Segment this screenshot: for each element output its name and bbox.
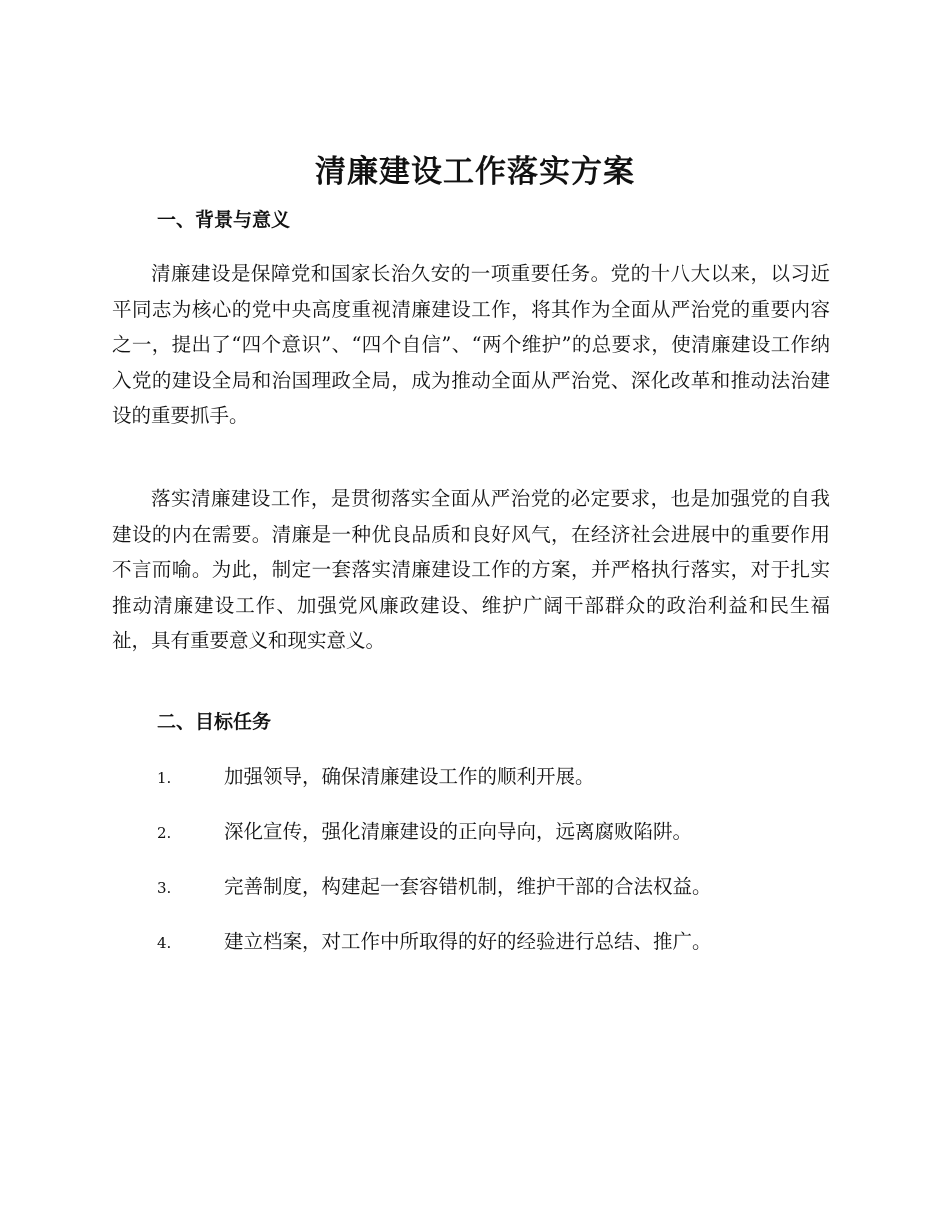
list-item-text: 深化宣传，强化清廉建设的正向导向，远离腐败陷阱。: [224, 820, 693, 843]
list-item-text: 完善制度，构建起一套容错机制，维护干部的合法权益。: [224, 875, 712, 898]
task-list: [0, 760, 950, 980]
section-heading-background: 一、背景与意义: [157, 209, 291, 231]
list-item: [0, 925, 950, 980]
list-item: [0, 870, 950, 925]
list-item-text: 加强领导，确保清廉建设工作的顺利开展。: [224, 765, 595, 788]
list-item: [0, 760, 950, 815]
list-item-number: 2.: [157, 824, 172, 842]
list-item-text: 建立档案，对工作中所取得的好的经验进行总结、推广。: [224, 930, 712, 953]
list-item-number: 1.: [157, 769, 172, 787]
background-paragraph: 清廉建设是保障党和国家长治久安的一项重要任务。党的十八大以来，以习近平同志为核心的党中央高度重视清廉建设工作，将其作为全面从严治党的重要内容之一，提出了“四个意识”、“四个自信”、“两个维护”的总要求，使清廉建设工作纳入党的建设全局和治国理政全局，成为推动全面从严治党、深化改革和推动法治建设的重要抓手。: [112, 262, 830, 428]
list-item-number: 3.: [157, 879, 172, 897]
list-item-number: 4.: [157, 934, 172, 952]
significance-paragraph: 落实清廉建设工作，是贯彻落实全面从严治党的必定要求，也是加强党的自我建设的内在需要。清廉是一种优良品质和良好风气，在经济社会进展中的重要作用不言而喻。为此，制定一套落实清廉建设工作的方案，并严格执行落实，对于扎实推动清廉建设工作、加强党风廉政建设、维护广阔干部群众的政治利益和民生福祉，具有重要意义和现实意义。: [112, 487, 830, 653]
document-title: 清廉建设工作落实方案: [315, 154, 635, 190]
section-heading-goals: 二、目标任务: [157, 711, 272, 733]
list-item: [0, 815, 950, 870]
